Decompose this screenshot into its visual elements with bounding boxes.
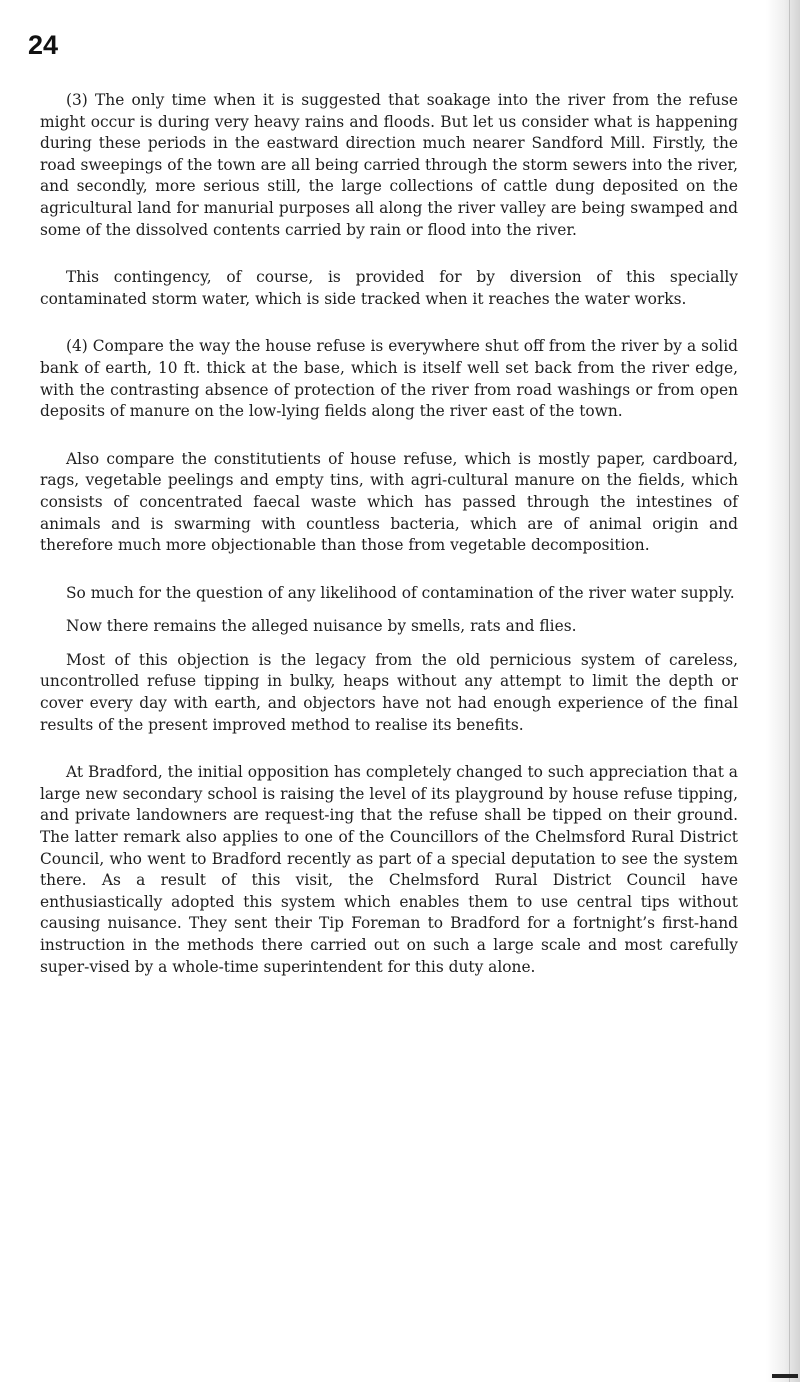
corner-mark (772, 1374, 798, 1378)
paragraph-5: So much for the question of any likelihood of contamination of the river water supply. (66, 583, 735, 602)
page-edge-line (789, 0, 790, 1382)
page-edge-shadow (766, 0, 800, 1382)
body-text (40, 90, 738, 1004)
paragraph-8: At Bradford, the initial opposition has completely changed to such appreciation that a large new secondary school is raising the level of its playground by house refuse tipping, and private landowners are request-ing that the refuse shall be tipped on their ground. The latter remark also applies to one of the Councillors of the Chelmsford Rural District Council, who went to Bradford recently as part of a special deputation to see the system there. As a result of this visit, the Chelmsford Rural District Council have enthusiastically adopted this system which enables them to use central tips without causing nuisance. They sent their Tip Foreman to Bradford for a fortnight’s first-hand instruction in the methods there carried out on such a large scale and most carefully super-vised by a whole-time superintendent for this duty alone. (40, 763, 738, 976)
paragraph-6: Now there remains the alleged nuisance by smells, rats and flies. (66, 617, 577, 636)
paragraph-3: (4) Compare the way the house refuse is everywhere shut off from the river by a solid bank of earth, 10 ft. thick at the base, which is itself well set back from the river edge, with the contrasting absence of protection of the river from road washings or from open deposits of manure on the low-lying fields along the river east of the town. (40, 337, 738, 421)
paragraph-4: Also compare the constitutients of house refuse, which is mostly paper, cardboard, rags, vegetable peelings and empty tins, with agri-cultural manure on the fields, which consists of concentrated faecal waste which has passed through the intestines of animals and is swarming with countless bacteria, which are of animal origin and therefore much more objectionable than those from vegetable decomposition. (40, 449, 738, 555)
paragraph-2: This contingency, of course, is provided for by diversion of this specially contaminated storm water, which is side tracked when it reaches the water works. (40, 268, 738, 308)
paragraph-7: Most of this objection is the legacy from the old pernicious system of careless, uncontrolled refuse tipping in bulky, heaps without any attempt to limit the depth or cover every day with earth, and objectors have not had enough experience of the final results of the present improved method to realise its benefits. (40, 650, 738, 734)
page-number: 24 (28, 30, 59, 60)
paragraph-1: (3) The only time when it is suggested that soakage into the river from the refuse might occur is during very heavy rains and floods. But let us consider what is happening during these periods in the eastward direction much nearer Sandford Mill. Firstly, the road sweepings of the town are all being carried through the storm sewers into the river, and secondly, more serious still, the large collections of cattle dung deposited on the agricultural land for manurial purposes all along the river valley are being swamped and some of the dissolved contents carried by rain or flood into the river. (40, 91, 738, 239)
